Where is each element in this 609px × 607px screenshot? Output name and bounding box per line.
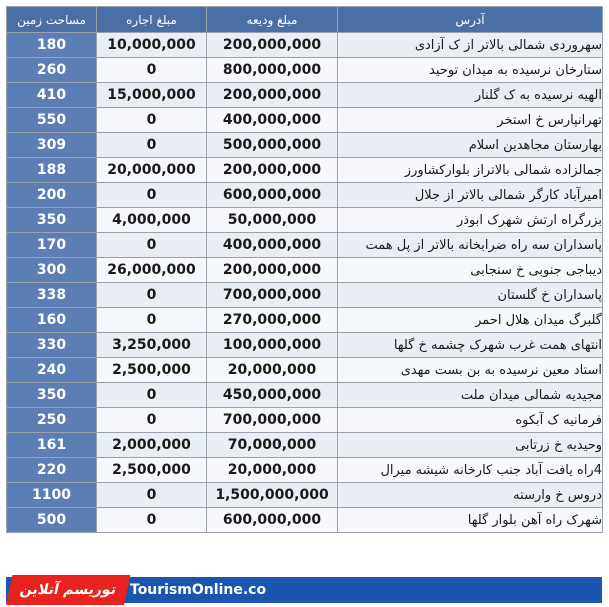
cell-deposit: 50,000,000 — [207, 208, 338, 233]
cell-deposit: 800,000,000 — [207, 58, 338, 83]
table-row — [7, 283, 603, 308]
cell-rent: 15,000,000 — [97, 83, 207, 108]
table-row — [7, 58, 603, 83]
cell-address: وحیدیه خ زرتابی — [338, 433, 603, 458]
table-row — [7, 33, 603, 58]
header-area: مساحت زمین — [7, 7, 97, 33]
site-url: TourismOnline.co — [130, 582, 267, 598]
cell-area: 1100 — [7, 483, 97, 508]
table-row — [7, 133, 603, 158]
cell-area: 180 — [7, 33, 97, 58]
cell-area: 350 — [7, 208, 97, 233]
cell-rent: 0 — [97, 383, 207, 408]
cell-area: 500 — [7, 508, 97, 533]
cell-address: دروس خ وارسته — [338, 483, 603, 508]
cell-address: دیباجی جنوبی خ سنجابی — [338, 258, 603, 283]
cell-address: شهرک راه آهن بلوار گلها — [338, 508, 603, 533]
cell-area: 250 — [7, 408, 97, 433]
table-row — [7, 333, 603, 358]
table-row — [7, 433, 603, 458]
cell-deposit: 450,000,000 — [207, 383, 338, 408]
cell-address: الهیه نرسیده به ک گلنار — [338, 83, 603, 108]
cell-deposit: 20,000,000 — [207, 358, 338, 383]
cell-deposit: 70,000,000 — [207, 433, 338, 458]
cell-deposit: 200,000,000 — [207, 33, 338, 58]
cell-area: 338 — [7, 283, 97, 308]
table-body — [7, 33, 603, 533]
price-table — [6, 6, 603, 533]
cell-rent: 0 — [97, 408, 207, 433]
cell-deposit: 600,000,000 — [207, 508, 338, 533]
cell-rent: 4,000,000 — [97, 208, 207, 233]
cell-area: 350 — [7, 383, 97, 408]
table-row — [7, 383, 603, 408]
cell-deposit: 270,000,000 — [207, 308, 338, 333]
cell-address: مجیدیه شمالی میدان ملت — [338, 383, 603, 408]
cell-rent: 0 — [97, 508, 207, 533]
cell-deposit: 20,000,000 — [207, 458, 338, 483]
cell-address: ستارخان نرسیده به میدان توحید — [338, 58, 603, 83]
cell-rent: 0 — [97, 283, 207, 308]
cell-area: 220 — [7, 458, 97, 483]
cell-area: 161 — [7, 433, 97, 458]
table-row — [7, 508, 603, 533]
table-row — [7, 408, 603, 433]
cell-area: 300 — [7, 258, 97, 283]
cell-address: پاسداران سه راه ضرابخانه بالاتر از پل همت — [338, 233, 603, 258]
cell-address: فرمانیه ک آبکوه — [338, 408, 603, 433]
cell-rent: 26,000,000 — [97, 258, 207, 283]
cell-deposit: 1,500,000,000 — [207, 483, 338, 508]
cell-address: پاسداران خ گلستان — [338, 283, 603, 308]
table-row — [7, 233, 603, 258]
cell-rent: 0 — [97, 133, 207, 158]
cell-address: امیرآباد کارگر شمالی بالاتر از جلال — [338, 183, 603, 208]
cell-area: 309 — [7, 133, 97, 158]
cell-address: جمالزاده شمالی بالاتراز بلوارکشاورز — [338, 158, 603, 183]
cell-rent: 2,000,000 — [97, 433, 207, 458]
table-row — [7, 258, 603, 283]
tourism-online-logo: توریسم آنلاین — [6, 575, 130, 605]
cell-rent: 0 — [97, 483, 207, 508]
cell-deposit: 400,000,000 — [207, 233, 338, 258]
cell-area: 550 — [7, 108, 97, 133]
cell-rent: 2,500,000 — [97, 458, 207, 483]
cell-deposit: 600,000,000 — [207, 183, 338, 208]
cell-rent: 0 — [97, 308, 207, 333]
cell-area: 160 — [7, 308, 97, 333]
table-row — [7, 483, 603, 508]
cell-rent: 10,000,000 — [97, 33, 207, 58]
cell-deposit: 200,000,000 — [207, 158, 338, 183]
cell-area: 188 — [7, 158, 97, 183]
table-row — [7, 308, 603, 333]
cell-deposit: 700,000,000 — [207, 408, 338, 433]
cell-deposit: 700,000,000 — [207, 283, 338, 308]
cell-rent: 2,500,000 — [97, 358, 207, 383]
cell-rent: 0 — [97, 233, 207, 258]
header-address: آدرس — [338, 7, 603, 33]
cell-rent: 0 — [97, 108, 207, 133]
header-rent: مبلغ اجاره — [97, 7, 207, 33]
table-row — [7, 208, 603, 233]
cell-address: تهرانپارس خ استخر — [338, 108, 603, 133]
cell-area: 200 — [7, 183, 97, 208]
cell-address: استاد معین نرسیده به بن بست مهدی — [338, 358, 603, 383]
cell-area: 410 — [7, 83, 97, 108]
cell-area: 260 — [7, 58, 97, 83]
table-row — [7, 358, 603, 383]
cell-address: بهارستان مجاهدین اسلام — [338, 133, 603, 158]
cell-address: بزرگراه ارتش شهرک ابوذر — [338, 208, 603, 233]
table-row — [7, 83, 603, 108]
cell-area: 330 — [7, 333, 97, 358]
cell-deposit: 500,000,000 — [207, 133, 338, 158]
cell-rent: 3,250,000 — [97, 333, 207, 358]
cell-deposit: 200,000,000 — [207, 258, 338, 283]
footer-bar — [6, 577, 602, 603]
cell-rent: 20,000,000 — [97, 158, 207, 183]
price-table-container — [6, 6, 602, 533]
cell-address: انتهای همت غرب شهرک چشمه خ گلها — [338, 333, 603, 358]
header-deposit: مبلغ ودیعه — [207, 7, 338, 33]
cell-area: 240 — [7, 358, 97, 383]
cell-rent: 0 — [97, 183, 207, 208]
cell-address: 4راه یافت آباد جنب کارخانه شیشه میرال — [338, 458, 603, 483]
table-header-row — [7, 7, 603, 33]
cell-address: گلبرگ میدان هلال احمر — [338, 308, 603, 333]
cell-area: 170 — [7, 233, 97, 258]
cell-deposit: 400,000,000 — [207, 108, 338, 133]
cell-address: سهروردی شمالی بالاتر از ک آزادی — [338, 33, 603, 58]
table-row — [7, 108, 603, 133]
table-row — [7, 158, 603, 183]
table-row — [7, 183, 603, 208]
table-row — [7, 458, 603, 483]
cell-rent: 0 — [97, 58, 207, 83]
cell-deposit: 100,000,000 — [207, 333, 338, 358]
cell-deposit: 200,000,000 — [207, 83, 338, 108]
